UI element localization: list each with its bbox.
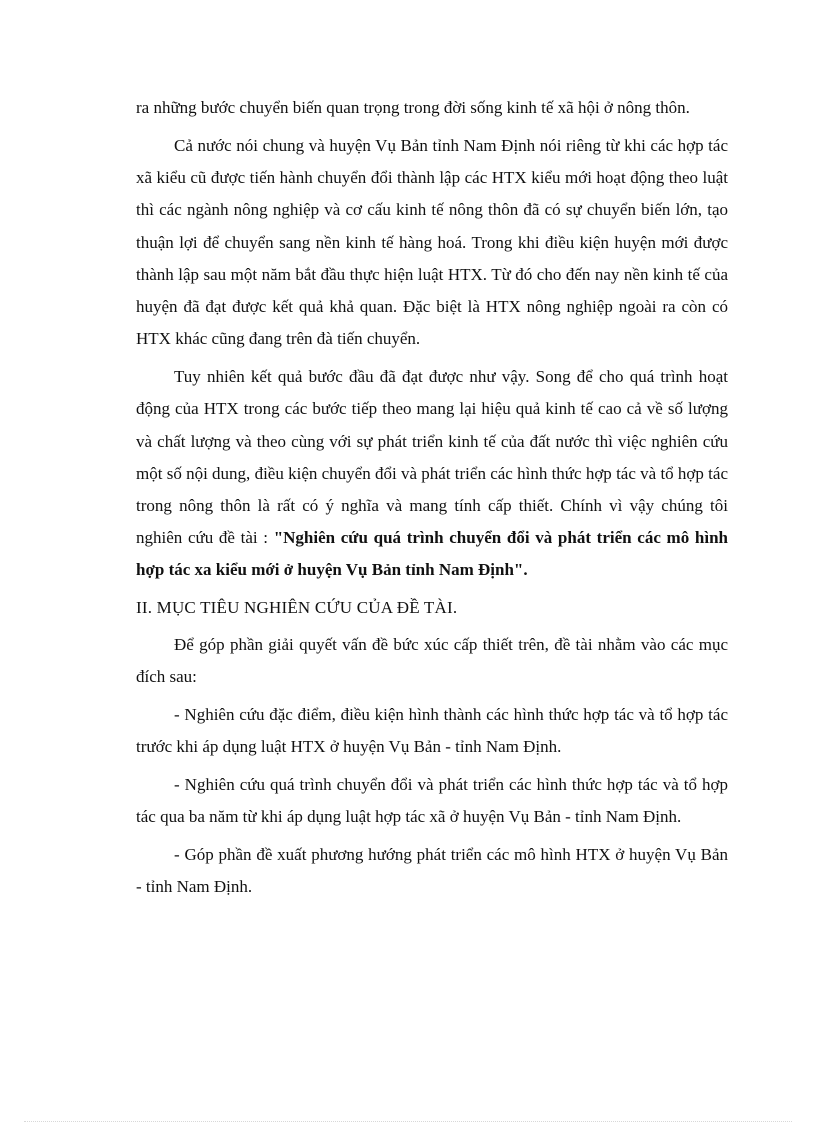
footer-divider xyxy=(24,1121,792,1122)
objective-item-1: - Nghiên cứu đặc điểm, điều kiện hình thành các hình thức hợp tác và tổ hợp tác trước khi áp dụng luật HTX ở huyện Vụ Bản - tỉnh Nam Định. xyxy=(136,704,728,757)
paragraph-rationale xyxy=(136,361,728,586)
research-title: "Nghiên cứu quá trình chuyển đổi và phát triển các mô hình hợp tác xa kiểu mới ở huyện Vụ Bản tỉnh Nam Định". xyxy=(136,528,728,580)
objective-item-2: - Nghiên cứu quá trình chuyển đổi và phát triển các hình thức hợp tác và tổ hợp tác qua ba năm từ khi áp dụng luật hợp tác xã ở huyện Vụ Bản - tỉnh Nam Định. xyxy=(136,775,728,827)
document-page xyxy=(136,92,728,909)
paragraph-context: Cả nước nói chung và huyện Vụ Bản tỉnh Nam Định nói riêng từ khi các hợp tác xã kiểu cũ được tiến hành chuyển đổi thành lập các HTX kiểu mới hoạt động theo luật thì các ngành nông nghiệp và cơ cấu kinh tế nông thôn đã có sự chuyển biến lớn, tạo thuận lợi để chuyển sang nền kinh tế hàng hoá. Trong khi điều kiện huyện mới được thành lập sau một năm bắt đầu thực hiện luật HTX. Từ đó cho đến nay nền kinh tế của huyện đã đạt được kết quả khả quan. Đặc biệt là HTX nông nghiệp ngoài ra còn có HTX khác cũng đang trên đà tiến chuyển. xyxy=(136,136,728,349)
paragraph-continuation: ra những bước chuyển biến quan trọng trong đời sống kinh tế xã hội ở nông thôn. xyxy=(136,98,690,117)
rationale-text: Tuy nhiên kết quả bước đầu đã đạt được như vậy. Song để cho quá trình hoạt động của HTX trong các bước tiếp theo mang lại hiệu quả kinh tế cao cả về số lượng và chất lượng và theo cùng với sự phát triển kinh tế của đất nước thì việc nghiên cứu một số nội dung, điều kiện chuyển đổi và phát triển các hình thức hợp tác và tổ hợp tác trong nông thôn là rất có ý nghĩa và mang tính cấp thiết. Chính vì vậy chúng tôi nghiên cứu đề tài : xyxy=(136,367,728,548)
section-heading: II. MỤC TIÊU NGHIÊN CỨU CỦA ĐỀ TÀI. xyxy=(136,598,458,618)
objective-item-3: - Góp phần đề xuất phương hướng phát triển các mô hình HTX ở huyện Vụ Bản - tỉnh Nam Định. xyxy=(136,845,728,897)
paragraph-objectives-intro: Để góp phần giải quyết vấn đề bức xúc cấp thiết trên, đề tài nhằm vào các mục đích sau: xyxy=(136,634,728,686)
